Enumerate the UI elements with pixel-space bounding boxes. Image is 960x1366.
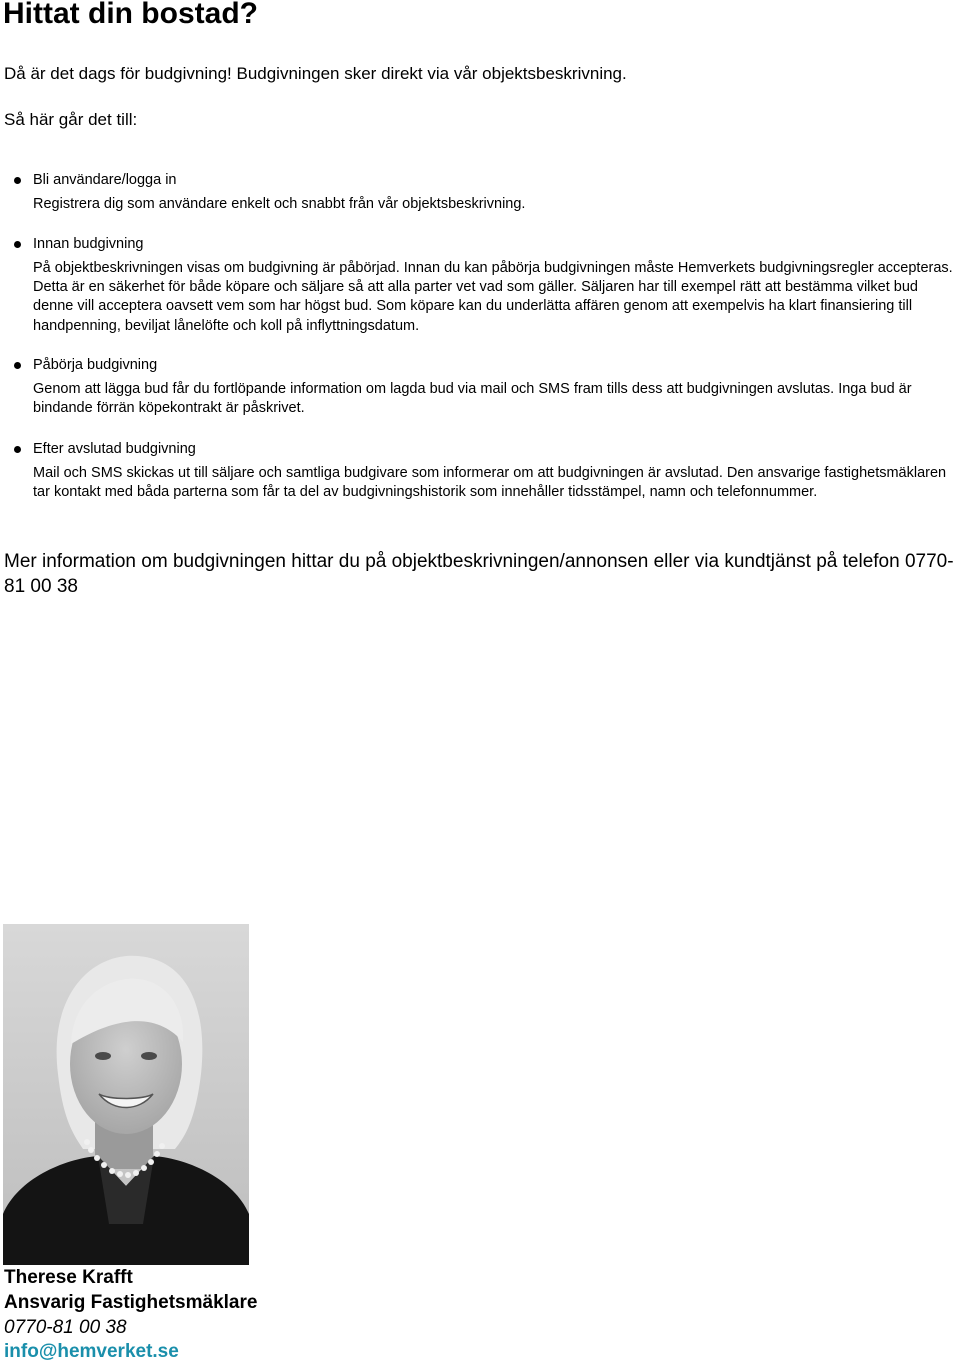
agent-phone: 0770-81 00 38 [4, 1317, 127, 1338]
step-body: Genom att lägga bud får du fortlöpande information om lagda bud via mail och SMS fram tills dess att budgivningen avslutas. Inga bud är bindande förrän köpekontrakt är påskrivet. [33, 381, 912, 417]
bullet-icon [14, 177, 21, 184]
intro-text: Då är det dags för budgivning! Budgivningen sker direkt via vår objektsbeskrivning. [4, 64, 627, 83]
agent-portrait-icon [3, 924, 249, 1265]
agent-role: Ansvarig Fastighetsmäklare [4, 1292, 258, 1313]
page-title: Hittat din bostad? [3, 0, 258, 30]
step-heading: Bli användare/logga in [33, 172, 177, 188]
step-heading: Påbörja budgivning [33, 357, 158, 373]
agent-email-link[interactable]: info@hemverket.se [4, 1341, 179, 1362]
agent-photo [3, 924, 249, 1265]
agent-name: Therese Krafft [4, 1267, 133, 1288]
step-body: Mail och SMS skickas ut till säljare och samtliga budgivare som informerar om att budgivningen är avslutad. Den ansvarige fastighetsmäklaren tar kontakt med båda parterna som får ta del av budgivningshistorik som innehåller tidsstämpel, namn och telefonnummer. [33, 465, 947, 501]
bullet-icon [14, 241, 21, 248]
howto-text: Så här går det till: [4, 110, 138, 129]
step-body: Registrera dig som användare enkelt och snabbt från vår objektsbeskrivning. [33, 196, 526, 212]
bullet-icon [14, 362, 21, 369]
more-info-text: Mer information om budgivningen hittar du på objektbeskrivningen/annonsen eller via kundtjänst på telefon 0770-81 00 38 [4, 551, 954, 597]
step-body: På objektbeskrivningen visas om budgivning är påbörjad. Innan du kan påbörja budgivningen måste Hemverkets budgivningsregler accepteras. Detta är en säkerhet för både köpare och säljare så att alla parter vet vad som gäller. Säljaren har till exempel rätt att bestämma vilket bud denne vill acceptera oavsett vem som har högst bud. Som köpare kan du underlätta affären genom att exempelvis ha klart finansiering till handpenning, beviljat lånelöfte och koll på inflyttningsdatum. [33, 260, 953, 334]
bullet-icon [14, 446, 21, 453]
step-heading: Efter avslutad budgivning [33, 441, 196, 457]
step-heading: Innan budgivning [33, 236, 144, 252]
